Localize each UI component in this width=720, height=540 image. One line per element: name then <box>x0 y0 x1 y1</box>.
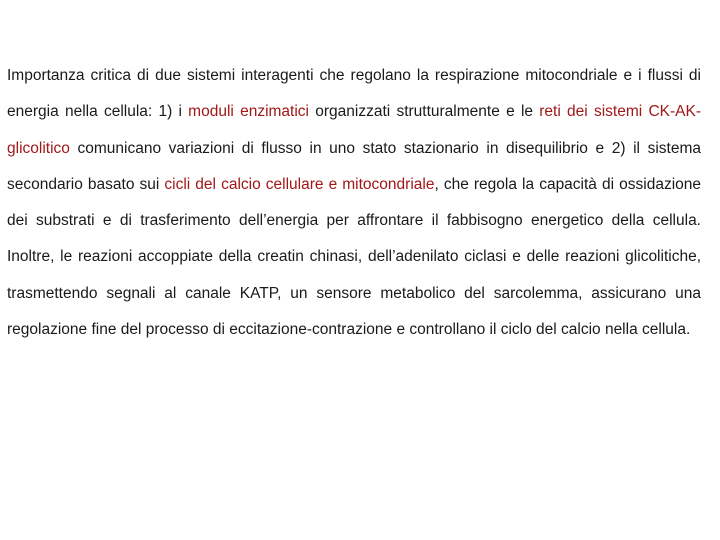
paragraph-text: comunicano variazioni di flusso in uno stato stazionario in disequilibrio e 2) il sistema secondario basato sui <box>7 139 701 193</box>
highlight-moduli-enzimatici: moduli enzimatici <box>188 103 309 121</box>
highlight-cicli-calcio: cicli del calcio cellulare e mitocondriale <box>164 175 435 193</box>
highlight-reti-sistemi: reti dei sistemi CK-AK-glicolitico <box>7 103 701 157</box>
paragraph-text: Importanza critica di due sistemi interagenti che regolano la respirazione mitocondriale e i flussi di energia nella cellula: 1) i <box>7 67 701 121</box>
paragraph-text: , che regola la capacità di ossidazione dei substrati e di trasferimento dell’energia per affrontare il fabbisogno energetico della cellula. Inoltre, le reazioni accoppiate della creatin chinasi, dell’adenilato ciclasi e delle reazioni glicolitiche, trasmettendo segnali al canale KATP, un sensore metabolico del sarcolemma, assicurano una regolazione fine del processo di eccitazione-contrazione e controllano il ciclo del calcio nella cellula. <box>7 175 701 339</box>
body-paragraph <box>7 58 701 348</box>
paragraph-text: organizzati strutturalmente e le <box>309 103 540 121</box>
